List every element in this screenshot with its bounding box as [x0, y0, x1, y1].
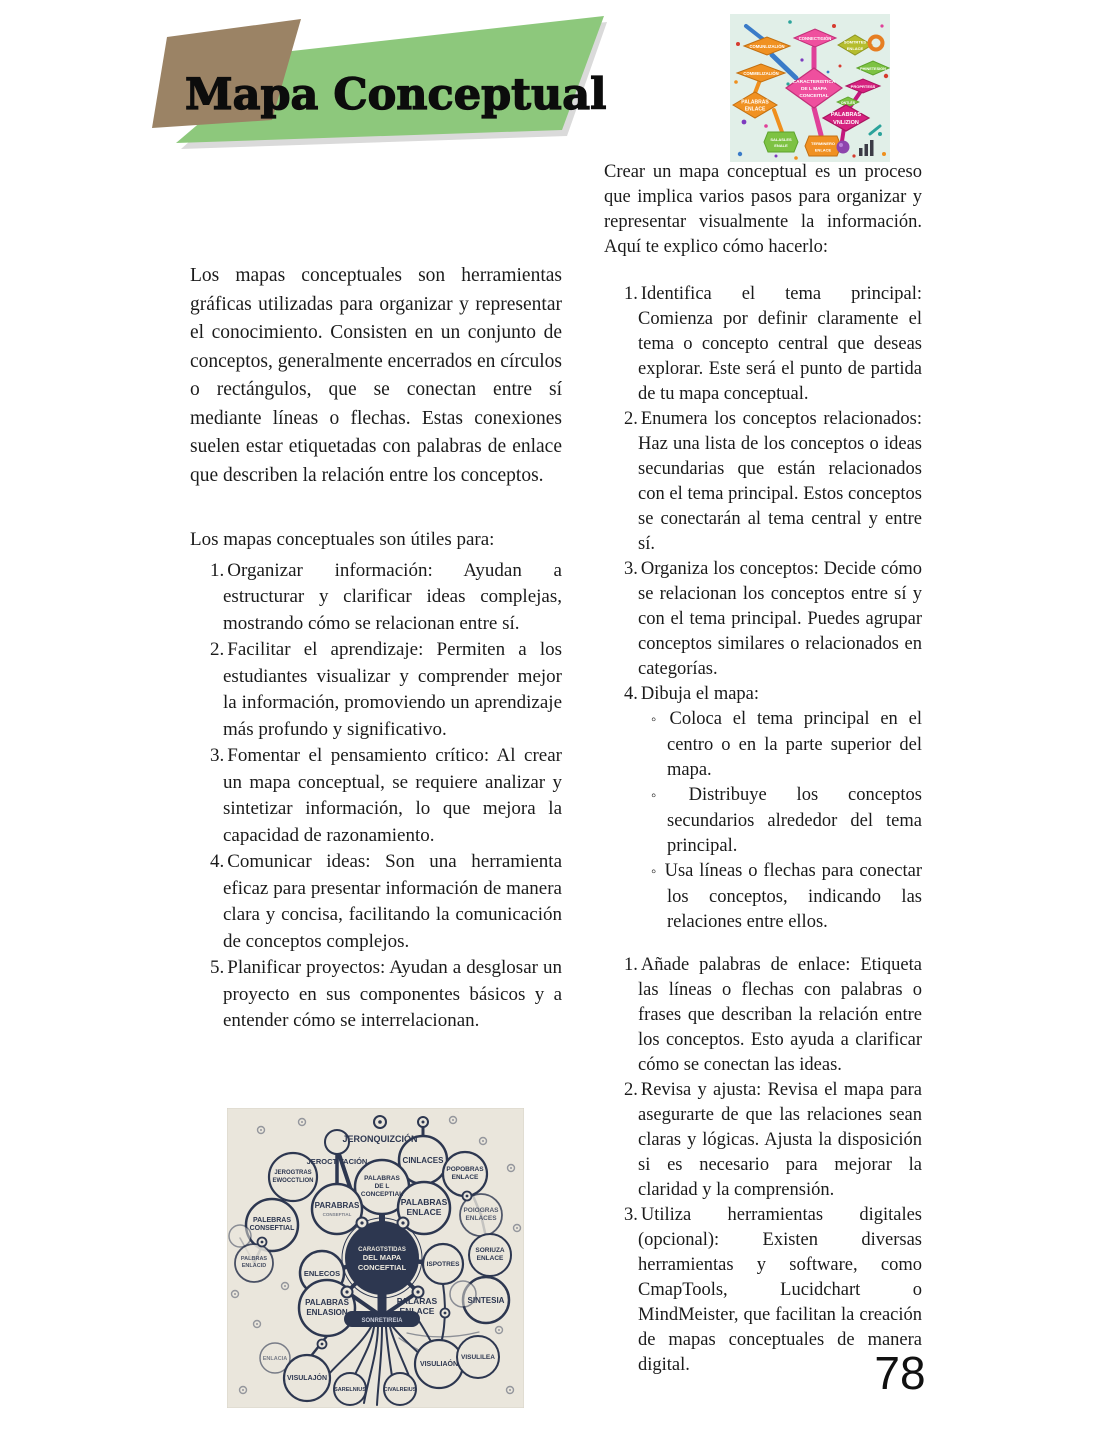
svg-text:SINTESIA: SINTESIA — [467, 1296, 505, 1305]
list-text: Comunicar ideas: Son una herramienta eficaz para presentar información de manera clara y concisa, facilitando la comunicación de conceptos complejos. — [223, 851, 562, 952]
list-item — [604, 1078, 922, 1203]
steps-list-2 — [604, 953, 922, 1378]
list-text: Enumera los conceptos relacionados: Haz una lista de los conceptos o ideas secundarias que están relacionados con el tema principal. Estos conceptos se conectarán al tema central y entre sí. — [638, 409, 922, 554]
list-number: 5. — [210, 957, 225, 978]
list-text: Identifica el tema principal: Comienza por definir claramente el tema o concepto central que deseas explorar. Este será el punto de partida de tu mapa conceptual. — [638, 284, 922, 404]
uses-list-title: Los mapas conceptuales son útiles para: — [190, 529, 495, 550]
svg-text:ONTLÉS: ONTLÉS — [840, 101, 856, 105]
svg-text:ENLACE: ENLACE — [814, 147, 832, 153]
svg-text:ENLACE: ENLACE — [451, 1174, 479, 1181]
svg-text:SALASLES: SALASLES — [770, 137, 792, 142]
svg-text:CONSEFTIAL: CONSEFTIAL — [322, 1212, 352, 1217]
list-item — [604, 407, 922, 557]
svg-text:EWOCCTLION: EWOCCTLION — [272, 1178, 314, 1184]
list-text: Fomentar el pensamiento crítico: Al crear un mapa conceptual, se requiere analizar y sintetizar información, lo que mejora la capacidad de razonamiento. — [223, 745, 562, 846]
svg-text:PROPRTESS: PROPRTESS — [850, 84, 876, 89]
svg-text:DE L: DE L — [374, 1183, 390, 1190]
svg-text:SOMTRTES: SOMTRTES — [843, 39, 867, 45]
sub-list-item — [604, 783, 922, 859]
list-number: 3. — [624, 1205, 638, 1225]
steps-list — [604, 282, 922, 935]
list-item — [190, 955, 562, 1035]
sub-list-item — [604, 859, 922, 935]
svg-text:CIVALREIUS: CIVALREIUS — [383, 1387, 417, 1393]
left-column — [190, 262, 562, 1035]
svg-text:PARABRAS: PARABRAS — [314, 1201, 360, 1210]
list-text: Revisa y ajusta: Revisa el mapa para asegurarte de que las relaciones sean claras y lógicas. Ajusta la disposición si es necesario para mejorar la claridad y la comprensión. — [638, 1080, 922, 1200]
svg-text:CONSEFTIAL: CONSEFTIAL — [249, 1225, 295, 1232]
sphere-highlight — [839, 143, 843, 147]
purple-sphere — [837, 141, 850, 154]
list-item — [604, 282, 922, 407]
svg-text:CONCEITIAL: CONCEITIAL — [799, 94, 829, 99]
page-number: 78 — [874, 1347, 926, 1399]
list-number: 4. — [210, 851, 225, 872]
list-item — [604, 953, 922, 1078]
uses-list — [190, 558, 562, 1035]
svg-text:DEL MAPA: DEL MAPA — [362, 1253, 402, 1262]
svg-text:VISULILEA: VISULILEA — [461, 1354, 495, 1361]
list-item — [604, 682, 922, 707]
list-item — [604, 557, 922, 682]
list-number: 3. — [210, 745, 225, 766]
sub-list-text: Usa líneas o flechas para conectar los conceptos, indicando las relaciones entre ellos. — [664, 861, 922, 932]
list-text: Añade palabras de enlace: Etiqueta las líneas o flechas con palabras o frases que describan la relación entre los conceptos. Esto ayuda a clarificar cómo se conectan las ideas. — [638, 955, 922, 1075]
list-item — [190, 849, 562, 955]
svg-text:PALBRAS: PALBRAS — [240, 1256, 268, 1262]
sub-list-item — [604, 707, 922, 783]
list-text: Facilitar el aprendizaje: Permiten a los estudiantes visualizar y comprender mejor la información, promoviendo un aprendizaje más profundo y significativo. — [223, 639, 562, 740]
svg-text:JERONQUIZCIÓN: JERONQUIZCIÓN — [342, 1134, 418, 1144]
svg-text:SARELNIUS: SARELNIUS — [334, 1387, 366, 1393]
svg-text:ENLACE: ENLACE — [744, 106, 766, 113]
bullet-glyph: ◦ — [651, 788, 682, 804]
svg-text:ENLASION: ENLASION — [306, 1308, 348, 1317]
svg-text:PALEBRAS: PALEBRAS — [253, 1217, 291, 1224]
svg-text:ENLACES: ENLACES — [465, 1215, 497, 1222]
right-column — [604, 160, 922, 1378]
svg-text:POIOGRAS: POIOGRAS — [463, 1207, 499, 1214]
svg-text:ENLACE: ENLACE — [406, 1207, 442, 1217]
svg-text:JEROCTITACIÓN: JEROCTITACIÓN — [306, 1157, 368, 1166]
svg-text:VNLIZION: VNLIZION — [833, 120, 859, 126]
svg-text:JEROGTRAS: JEROGTRAS — [274, 1170, 312, 1176]
page-title: Mapa Conceptual — [185, 70, 607, 120]
svg-text:ENLECOS: ENLECOS — [303, 1269, 341, 1278]
list-text: Organizar información: Ayudan a estructurar y clarificar ideas complejas, mostrando cómo se relacionan entre sí. — [223, 559, 562, 634]
concept-map-illustration-svg — [227, 1108, 524, 1408]
svg-text:PALABRAS: PALABRAS — [305, 1298, 349, 1307]
svg-text:PHINETESIGN: PHINETESIGN — [860, 67, 886, 71]
svg-text:CARACTERISTICA: CARACTERISTICA — [792, 80, 836, 85]
svg-text:ENLACE: ENLACE — [846, 46, 864, 51]
list-number: 2. — [210, 639, 225, 660]
svg-text:ENALE: ENALE — [774, 143, 788, 148]
svg-text:CONCEPTIAL: CONCEPTIAL — [360, 1191, 404, 1198]
svg-text:VISULIAÓN: VISULIAÓN — [419, 1361, 459, 1368]
svg-text:TERMINERO: TERMINERO — [811, 141, 835, 146]
svg-text:PALABRAS: PALABRAS — [400, 1197, 448, 1207]
svg-text:POPOBRAS: POPOBRAS — [446, 1166, 484, 1173]
sub-list-text: Distribuye los conceptos secundarios alrededor del tema principal. — [667, 785, 922, 856]
list-item — [190, 637, 562, 743]
concept-map-thumbnail-svg — [730, 14, 890, 162]
svg-text:PALABRAS: PALABRAS — [741, 99, 769, 106]
right-intro-paragraph: Crear un mapa conceptual es un proceso que implica varios pasos para organizar y representar visualmente la información. Aquí te explico cómo hacerlo: — [604, 162, 922, 257]
svg-text:ENLACE: ENLACE — [476, 1255, 504, 1262]
svg-text:SORIUZA: SORIUZA — [475, 1247, 505, 1254]
svg-text:ISPOTRES: ISPOTRES — [426, 1261, 460, 1268]
svg-text:ENLACID: ENLACID — [241, 1263, 267, 1269]
left-intro-paragraph: Los mapas conceptuales son herramientas gráficas utilizadas para organizar y representar el conocimiento. Consisten en un conjunto de conceptos, generalmente encerrados en círculos o rectángulos, que se conectan entre sí mediante líneas o flechas. Estas conexiones suelen estar etiquetadas con palabras de enlace que describen la relación entre los conceptos. — [190, 265, 562, 486]
list-item — [190, 558, 562, 638]
svg-text:VISULAJÓN: VISULAJÓN — [286, 1375, 328, 1382]
svg-text:CARAGTSTIDAS: CARAGTSTIDAS — [358, 1247, 406, 1253]
svg-text:ENLACE: ENLACE — [399, 1306, 435, 1316]
list-text: Organiza los conceptos: Decide cómo se relacionan los conceptos entre sí y con el tema principal. Puedes agrupar conceptos similares o relacionados en categorías. — [638, 559, 922, 679]
list-text: Planificar proyectos: Ayudan a desglosar un proyecto en sus componentes básicos y a entender cómo se interrelacionan. — [223, 957, 562, 1031]
svg-text:COMUNLIZALIÓN: COMUNLIZALIÓN — [749, 44, 785, 49]
svg-text:PALABRAS: PALABRAS — [830, 112, 862, 118]
list-number: 2. — [624, 1080, 638, 1100]
svg-text:DE L MAPA: DE L MAPA — [801, 87, 827, 92]
list-number: 1. — [210, 559, 225, 581]
list-text: Dibuja el mapa: — [640, 684, 760, 704]
list-number: 1. — [624, 284, 638, 304]
svg-text:COMMELIZALIÓN: COMMELIZALIÓN — [743, 71, 779, 76]
svg-text:PALABRAS: PALABRAS — [364, 1175, 400, 1182]
list-number: 4. — [624, 684, 638, 704]
bullet-glyph: ◦ — [651, 712, 663, 728]
svg-text:SONRETIREIA: SONRETIREIA — [361, 1318, 403, 1324]
svg-text:CONCEFTIAL: CONCEFTIAL — [357, 1263, 407, 1272]
sub-list-text: Coloca el tema principal en el centro o en la parte superior del mapa. — [667, 709, 922, 780]
bullet-glyph: ◦ — [651, 864, 658, 880]
header-banner — [140, 8, 620, 163]
list-item — [190, 743, 562, 849]
svg-text:CINLACES: CINLACES — [402, 1156, 444, 1165]
svg-text:PALARAS: PALARAS — [396, 1296, 438, 1306]
list-number: 3. — [624, 559, 638, 579]
svg-text:ENLACIA: ENLACIA — [262, 1356, 288, 1362]
svg-text:CONNECTIGIÓN: CONNECTIGIÓN — [798, 36, 832, 41]
concept-map-illustration — [227, 1108, 524, 1408]
list-number: 1. — [624, 955, 638, 975]
concept-map-thumbnail — [730, 14, 890, 162]
list-text: Utiliza herramientas digitales (opcional): Existen diversas herramientas y software, como CmapTools, Lucidchart o MindMeister, que facilitan la creación de mapas conceptuales de manera digital. — [638, 1205, 922, 1375]
list-number: 2. — [624, 409, 638, 429]
